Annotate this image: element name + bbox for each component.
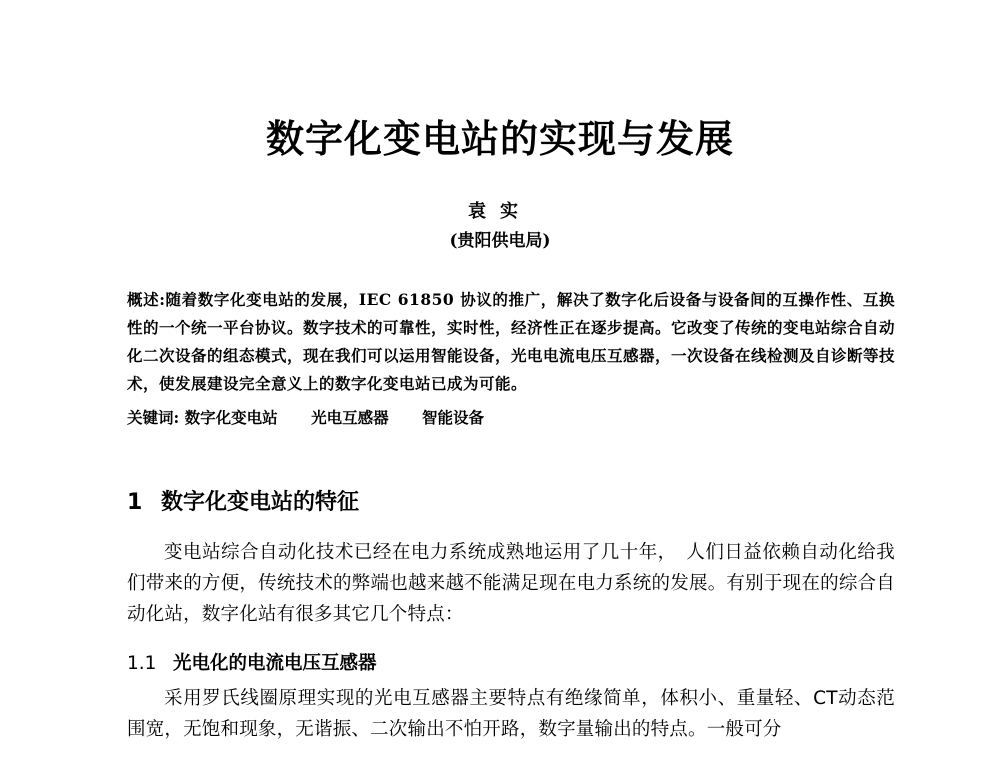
subsection-number: 1.1 — [127, 653, 157, 674]
body-paragraph: 采用罗氏线圈原理实现的光电互感器主要特点有绝缘简单，体积小、重量轻、CT动态范围宽，无饱和现象，无谐振、二次输出不怕开路，数字量输出的特点。一般可分 — [127, 688, 895, 740]
abstract — [127, 286, 895, 398]
abstract-label: 概述: — [127, 290, 166, 309]
subsection-title: 光电化的电流电压互感器 — [173, 653, 377, 674]
subsection-heading — [127, 649, 377, 679]
keywords-label: 关键词: — [127, 408, 180, 427]
paper-title: 数字化变电站的实现与发展 — [265, 117, 734, 161]
body-paragraph: 变电站综合自动化技术已经在电力系统成熟地运用了几十年， 人们日益依赖自动化给我们带来的方便，传统技术的弊端也越来越不能满足现在电力系统的发展。有别于现在的综合自动化站，数字化站有很多其它几个特点： — [127, 542, 895, 625]
abstract-text: 随着数字化变电站的发展，IEC 61850 协议的推广，解决了数字化后设备与设备间的互操作性、互换性的一个统一平台协议。数字技术的可靠性，实时性，经济性正在逐步提高。它改变了传统的变电站综合自动化二次设备的组态模式，现在我们可以运用智能设备，光电电流电压互感器，一次设备在线检测及自诊断等技术，使发展建设完全意义上的数字化变电站已成为可能。 — [127, 290, 896, 393]
section-number: 1 — [127, 490, 143, 515]
section-title: 数字化变电站的特征 — [161, 490, 360, 515]
section-heading — [127, 487, 359, 519]
keywords — [127, 404, 512, 432]
author-affiliation: (贵阳供电局) — [449, 231, 551, 251]
keyword: 智能设备 — [421, 408, 484, 427]
keyword: 光电互感器 — [311, 408, 389, 427]
author-name: 袁实 — [468, 201, 532, 222]
keyword: 数字化变电站 — [184, 408, 278, 427]
